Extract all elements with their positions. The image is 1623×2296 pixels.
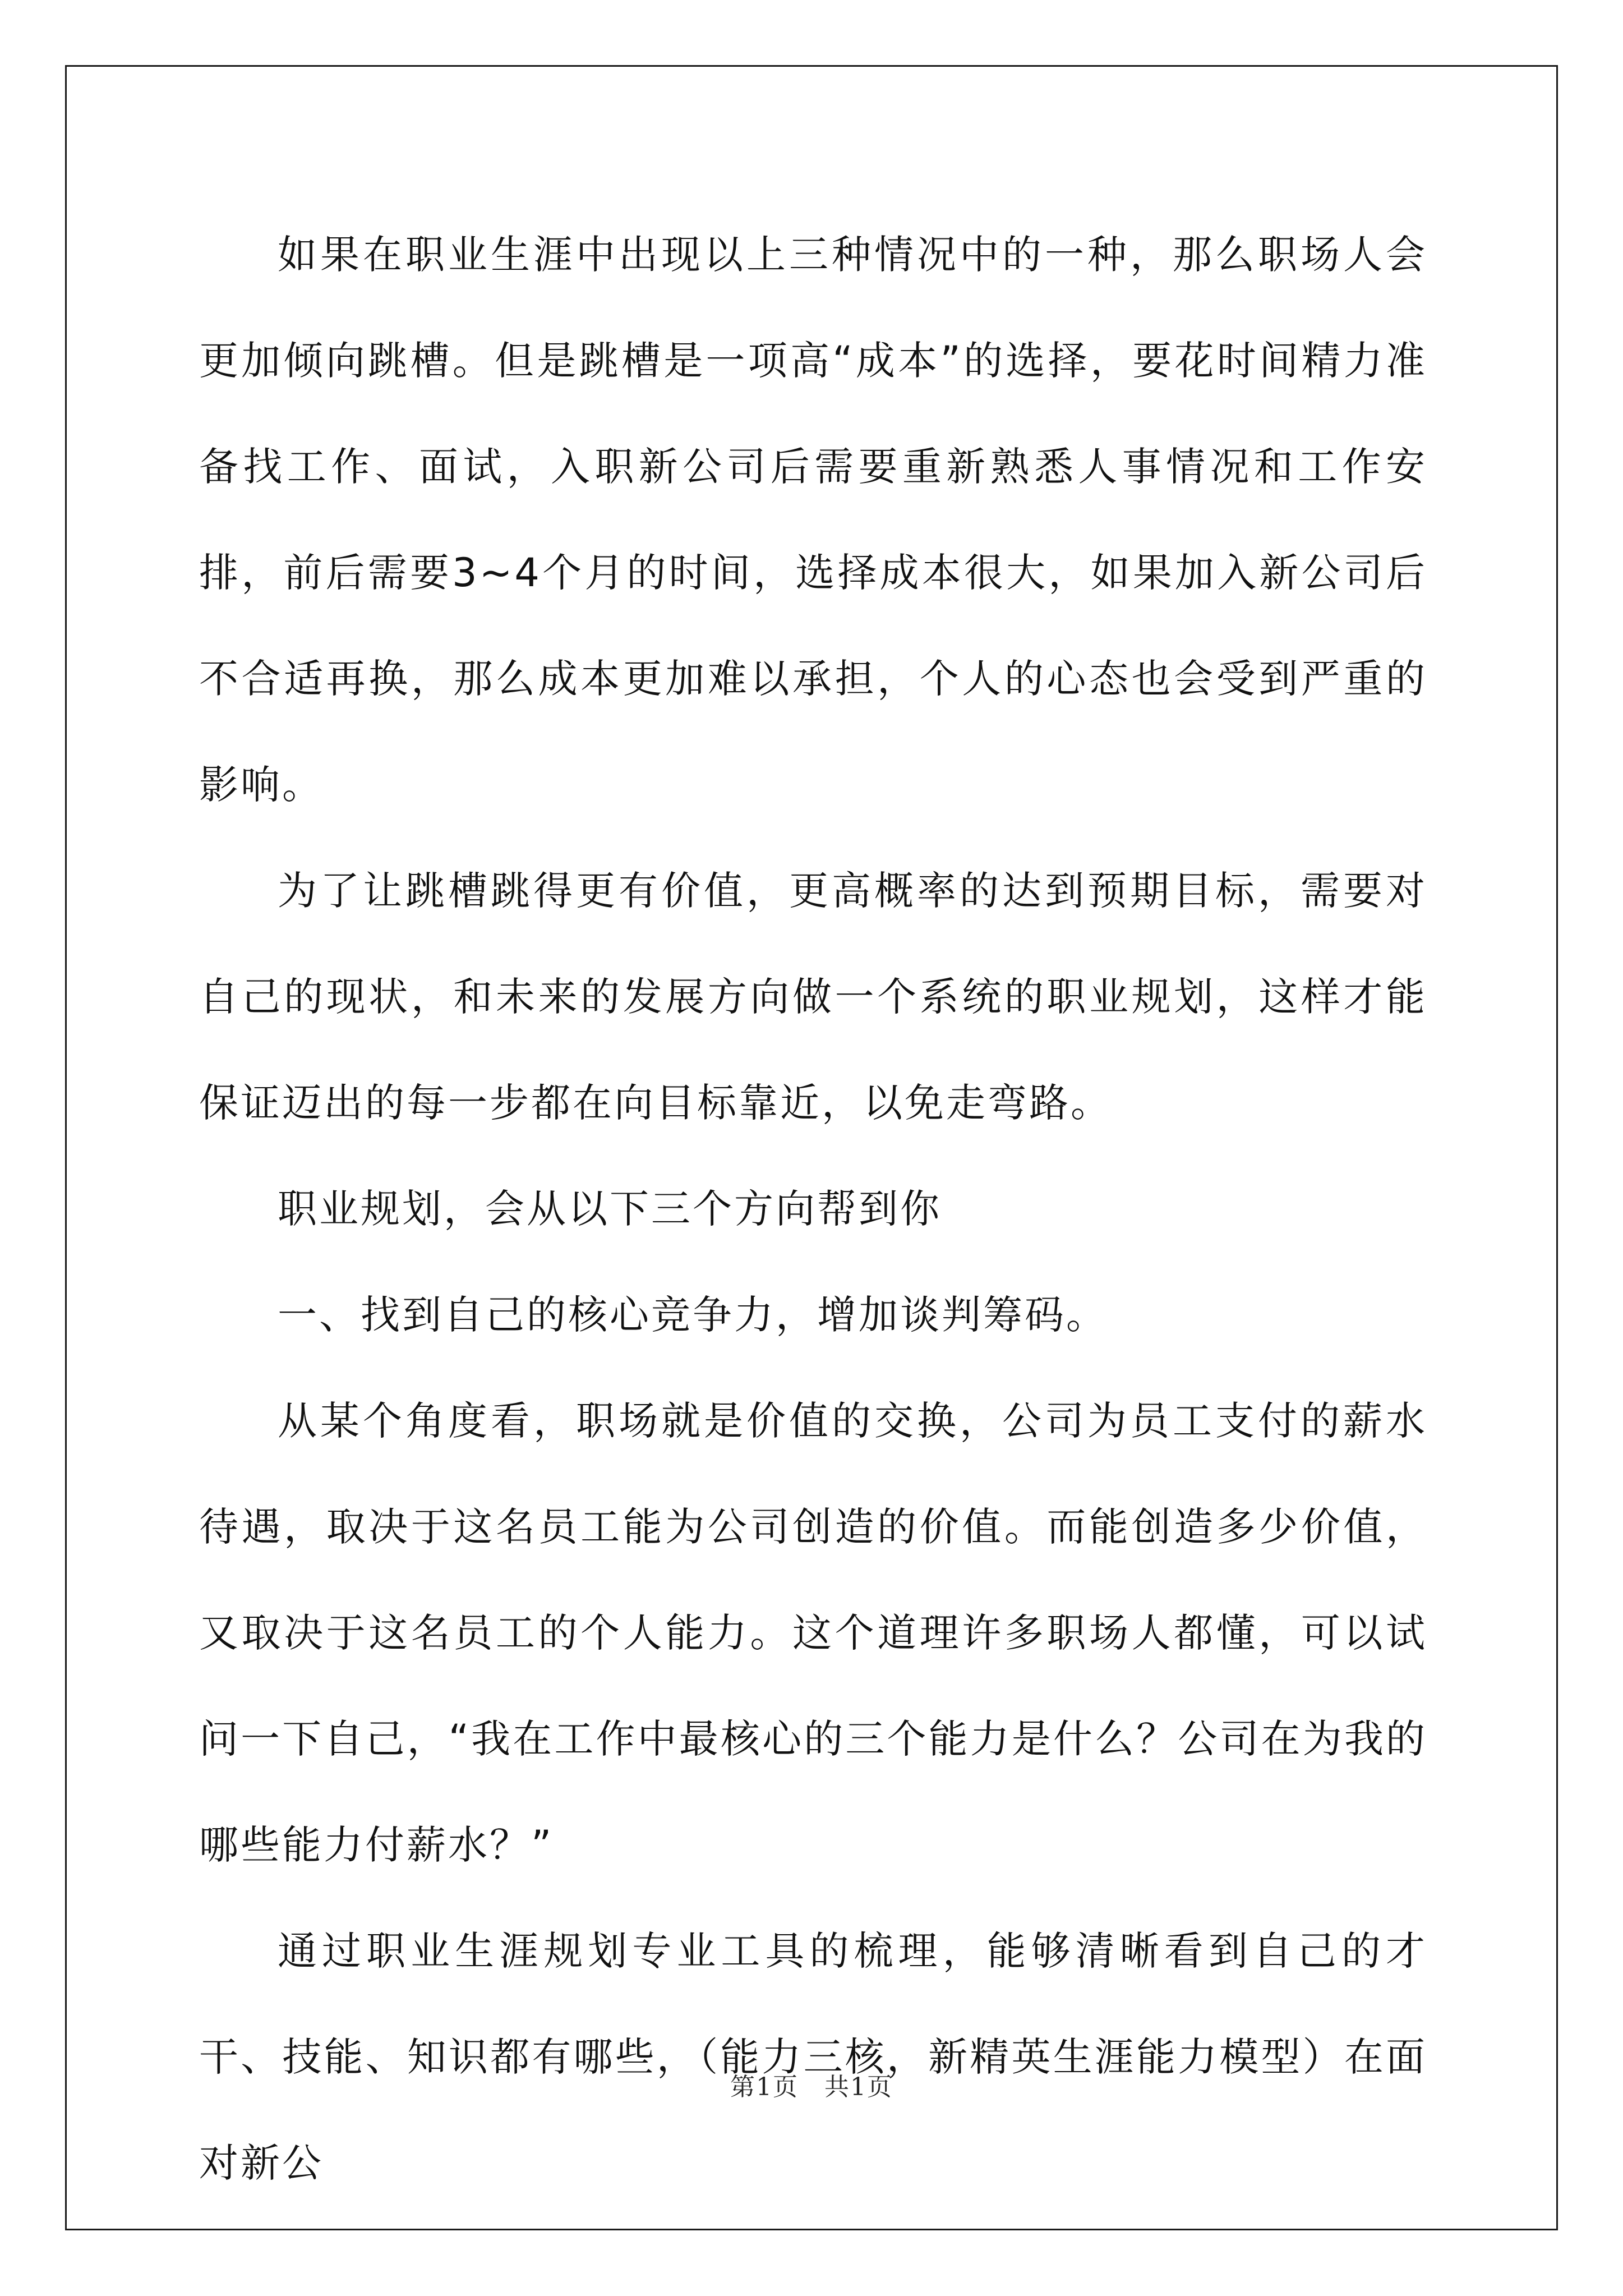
section-heading: 一、找到自己的核心竞争力，增加谈判筹码。 xyxy=(278,1292,1108,1338)
paragraph: 为了让跳槽跳得更有价值，更高概率的达到预期目标，需要对自己的现状，和未来的发展方向做一个系统的职业规划，这样才能保证迈出的每一步都在向目标靠近，以免走弯路。 xyxy=(199,868,1427,1126)
paragraph: 职业规划，会从以下三个方向帮到你 xyxy=(278,1186,942,1232)
page-total: 共1页 xyxy=(824,2073,893,2101)
page-footer xyxy=(0,2067,1623,2102)
document-body xyxy=(199,202,1427,2216)
paragraph: 如果在职业生涯中出现以上三种情况中的一种，那么职场人会更加倾向跳槽。但是跳槽是一项高“成本”的选择，要花时间精力准备找工作、面试，入职新公司后需要重新熟悉人事情况和工作安排，前后需要3~4个月的时间，选择成本很大，如果加入新公司后不合适再换，那么成本更加难以承担，个人的心态也会受到严重的影响。 xyxy=(199,232,1427,808)
paragraph: 通过职业生涯规划专业工具的梳理，能够清晰看到自己的才干、技能、知识都有哪些，（能力三核，新精英生涯能力模型）在面对新公 xyxy=(199,1928,1427,2186)
paragraph: 从某个角度看，职场就是价值的交换，公司为员工支付的薪水待遇，取决于这名员工能为公司创造的价值。而能创造多少价值，又取决于这名员工的个人能力。这个道理许多职场人都懂，可以试问一下自己，“我在工作中最核心的三个能力是什么？公司在为我的哪些能力付薪水？” xyxy=(199,1398,1427,1868)
page-number: 第1页 xyxy=(730,2073,799,2101)
